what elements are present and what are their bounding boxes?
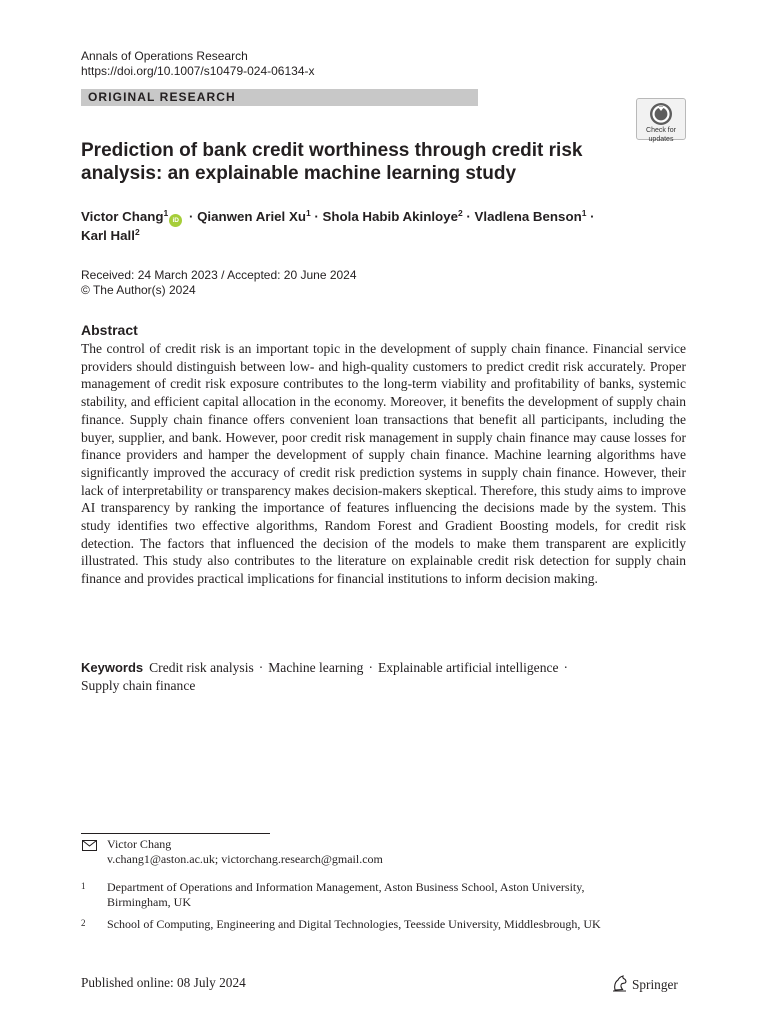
orcid-icon[interactable]: iD: [169, 214, 182, 227]
affiliation-number: 1: [81, 881, 86, 891]
copyright-notice: © The Author(s) 2024: [81, 283, 196, 297]
keyword-separator: ·: [368, 660, 373, 675]
section-label: ORIGINAL RESEARCH: [81, 89, 478, 106]
keyword: Machine learning: [268, 660, 364, 675]
keyword: Supply chain finance: [81, 678, 196, 693]
check-updates-label-2: updates: [648, 135, 674, 143]
publisher-logo[interactable]: [612, 975, 678, 993]
springer-horse-icon: [612, 975, 628, 992]
footnote-divider: [81, 833, 270, 834]
author-affiliation-number: 1: [163, 208, 169, 218]
keywords-line: [81, 659, 686, 695]
check-for-updates-badge[interactable]: [636, 98, 686, 143]
author-list: Victor Chang$^1$iD · Qianwen Ariel $Xu^1$ · Shola Habib Akinloye$^2$ · Vladlena Benson$^1$ · Karl Hall$^2$: [81, 208, 595, 243]
check-updates-icon: [649, 102, 673, 126]
abstract-text: The control of credit risk is an important topic in the development of supply chain finance. Financial service providers should distinguish between low- and high-quality customers to predict credit risk accurately. Proper management of credit risk exposure contributes to the long-term viability and profitability of banks, systemic stability, and efficient capital allocation in the economy. Moreover, it benefits the development of supply chain finance. Supply chain finance offers convenient loan transactions that benefit all participants, including the buyer, supplier, and bank. However, poor credit risk management in supply chain finance may cause losses for finance providers and hamper the development of supply chain finance. Machine learning algorithms have significantly improved the accuracy of credit risk prediction systems in supply chain finance. However, their lack of interpretability or transparency makes decision-makers skeptical. Therefore, this study aims to improve AI transparency by ranking the importance of features influencing the decisions made by the system. This study identifies two effective algorithms, Random Forest and Gradient Boosting models, for credit risk detection. The factors that influenced the decision of the models to make them transparent are explicitly illustrated. This study also contributes to the literature on explainable credit risk detection for supply chain finance and provides practical implications for financial institutions to inform decision making.: [81, 341, 686, 587]
keyword: Explainable artificial intelligence: [377, 660, 559, 675]
author-name[interactable]: Karl Hall: [81, 228, 135, 243]
keywords-label: Keywords: [81, 660, 144, 675]
affiliation-text: Department of Operations and Information Management, Aston Business School, Aston University, Birmingham, UK: [107, 880, 585, 909]
author-affiliation-number: 2: [457, 208, 463, 218]
author-name[interactable]: Victor Chang: [81, 209, 164, 224]
author-affiliation-number: 2: [134, 227, 140, 237]
affiliation-number: 2: [81, 918, 86, 928]
author-affiliation-number: 1: [305, 208, 311, 218]
affiliation-text: School of Computing, Engineering and Digital Technologies, Teesside University, Middlesbrough, UK: [107, 917, 601, 931]
author-name[interactable]: Shola Habib Akinloye: [322, 209, 458, 224]
keyword-separator: ·: [563, 660, 569, 675]
author-name[interactable]: Vladlena Benson: [474, 209, 582, 224]
abstract-heading: Abstract: [81, 322, 138, 338]
corresponding-author-name: Victor Chang: [107, 837, 172, 851]
journal-name: Annals of Operations Research: [81, 49, 248, 63]
author-affiliation-number: 1: [581, 208, 587, 218]
check-updates-label-1: Check for: [646, 127, 676, 134]
keyword-separator: ·: [258, 660, 264, 675]
published-online-date: Published online: 08 July 2024: [81, 975, 246, 990]
article-title: Prediction of bank credit worthiness through credit risk analysis: an explainable machine learning study: [81, 140, 583, 184]
keyword: Credit risk analysis: [149, 660, 254, 675]
envelope-icon: [82, 840, 97, 851]
publisher-name: Springer: [632, 977, 678, 992]
doi-link[interactable]: https://doi.org/10.1007/s10479-024-06134-x: [81, 64, 315, 78]
received-accepted-dates: Received: 24 March 2023 / Accepted: 20 June 2024: [81, 268, 357, 282]
author-name[interactable]: Qianwen Ariel Xu: [197, 209, 306, 224]
corresponding-author-email[interactable]: v.chang1@aston.ac.uk; victorchang.research@gmail.com: [107, 852, 383, 866]
